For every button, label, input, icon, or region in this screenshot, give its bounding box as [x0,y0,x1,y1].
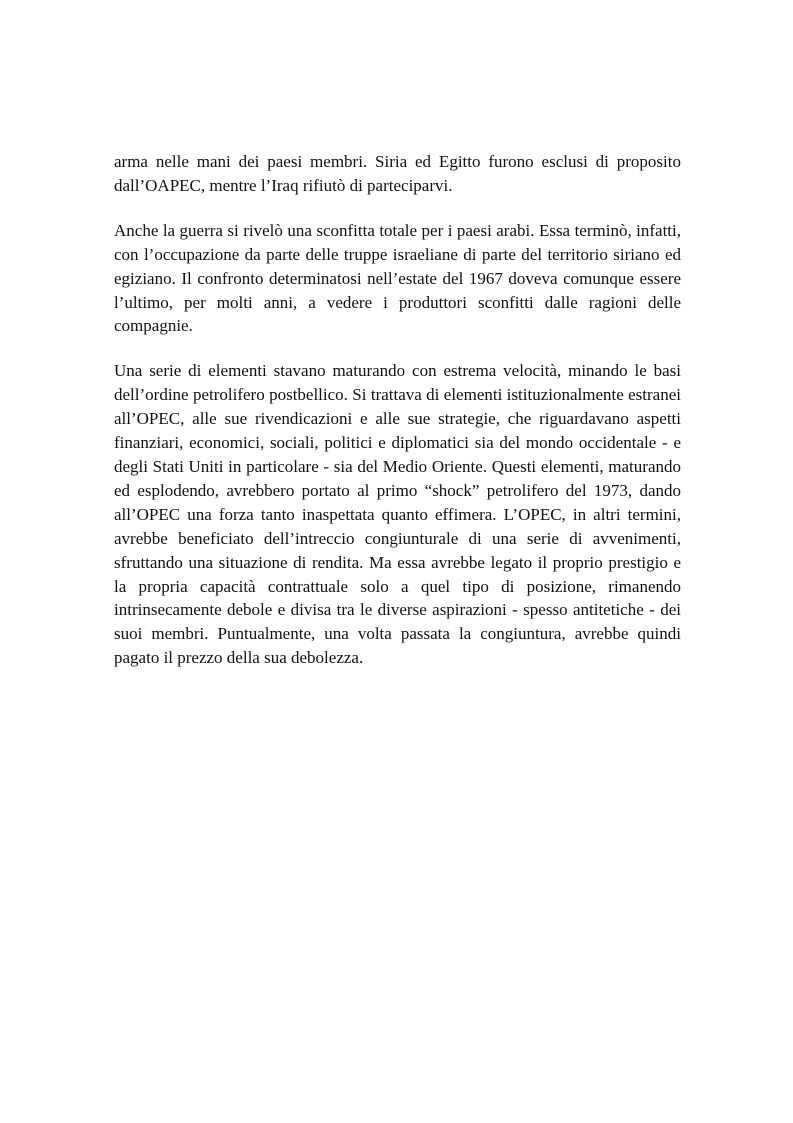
body-text [114,150,681,691]
paragraph-1: arma nelle mani dei paesi membri. Siria ed Egitto furono esclusi di proposito dall’OAPEC, mentre l’Iraq rifiutò di parteciparvi. [114,152,681,195]
paragraph-3: Una serie di elementi stavano maturando con estrema velocità, minando le basi dell’ordine petrolifero postbellico. Si trattava di elementi istituzionalmente estranei all’OPEC, alle sue rivendicazioni e alle sue strategie, che riguardavano aspetti finanziari, economici, sociali, politici e diplomatici sia del mondo occidentale - e degli Stati Uniti in particolare - sia del Medio Oriente. Questi elementi, maturando ed esplodendo, avrebbero portato al primo “shock” petrolifero del 1973, dando all’OPEC una forza tanto inaspettata quanto effimera. L’OPEC, in altri termini, avrebbe beneficiato dell’intreccio congiunturale di una serie di avvenimenti, sfruttando una situazione di rendita. Ma essa avrebbe legato il proprio prestigio e la propria capacità contrattuale solo a quel tipo di posizione, rimanendo intrinsecamente debole e divisa tra le diverse aspirazioni - spesso antitetiche - dei suoi membri. Puntualmente, una volta passata la congiuntura, avrebbe quindi pagato il prezzo della sua debolezza. [114,361,681,668]
paragraph-2: Anche la guerra si rivelò una sconfitta totale per i paesi arabi. Essa terminò, infatti, con l’occupazione da parte delle truppe israeliane di parte del territorio siriano ed egiziano. Il confronto determinatosi nell’estate del 1967 doveva comunque essere l’ultimo, per molti anni, a vedere i produttori sconfitti dalle ragioni delle compagnie. [114,220,681,336]
